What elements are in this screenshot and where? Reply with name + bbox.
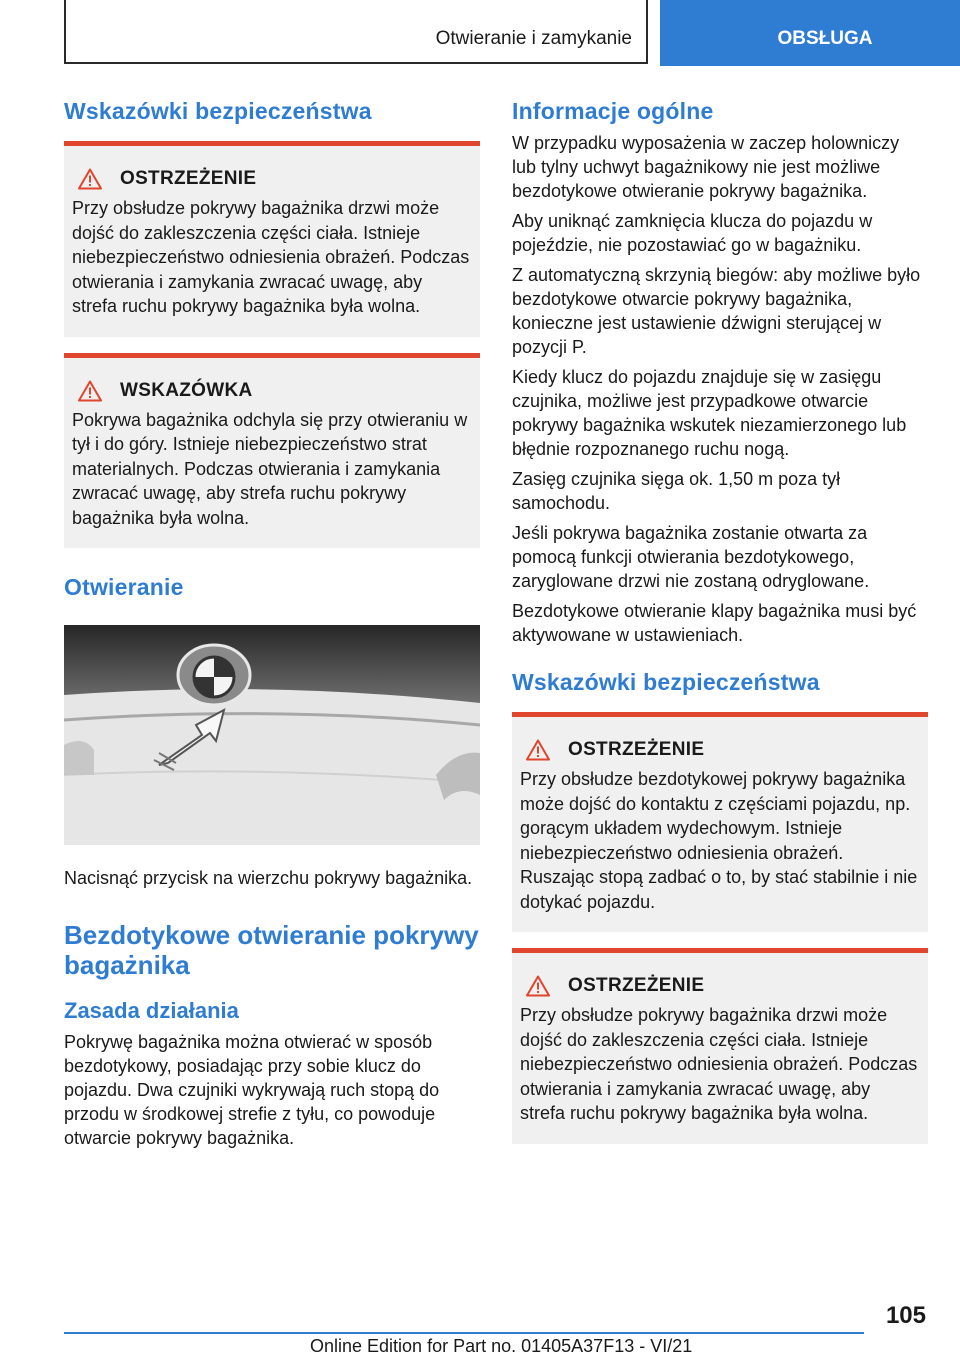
notice-box [64,353,480,549]
trunk-button-illustration [64,625,480,845]
page-header [0,0,960,66]
warning-triangle-icon [526,739,550,761]
right-column [512,98,928,1144]
notice-header [72,380,472,402]
notice-body: Pokrywa bagażnika odchyla się przy otwieraniu w tył i do góry. Istnieje niebezpieczeństwo strat materialnych. Podczas otwierania i zamykania zwracać uwagę, aby strefa ruchu pokrywy bagażnika była wolna. [72,409,468,528]
page-number: 105 [885,1302,926,1329]
footer-edition: Online Edition for Part no. 01405A37F13 - VI/21 [310,1336,693,1356]
warning-body: Przy obsłudze bezdotykowej pokrywy bagażnika może dojść do kontaktu z częściami pojazdu, np. gorącym układem wydechowym. Istnieje niebezpieczeństwo odniesienia obrażeń. Ruszając stopą zadbać o to, by stać stabilnie i nie dotykać pojazdu. [520,769,918,912]
warning-header [72,168,472,190]
warning-triangle-icon [526,975,550,997]
left-column [64,98,480,1156]
general-paragraph: Z automatyczną skrzynią biegów: aby możliwe było bezdotykowe otwarcie pokrywy bagażnika, konieczne jest ustawienie dźwigni sterującej w pozycji P. [512,265,921,357]
general-paragraph: Jeśli pokrywa bagażnika zostanie otwarta za pomocą funkcji otwierania bezdotykowego, zaryglowane drzwi nie zostaną odryglowane. [512,523,870,591]
footer-divider [64,1332,864,1334]
warning-title: OSTRZEŻENIE [568,739,705,760]
header-frame [64,0,648,64]
header-chapter-tab: OBSŁUGA [660,0,960,66]
warning-title: OSTRZEŻENIE [568,975,705,996]
warning-header [520,975,920,997]
general-paragraph: Zasięg czujnika sięga ok. 1,50 m poza tył samochodu. [512,469,841,513]
warning-triangle-icon [78,168,102,190]
notice-title: WSKAZÓWKA [120,379,253,401]
general-paragraph: Kiedy klucz do pojazdu znajduje się w zasięgu czujnika, możliwe jest przypadkowe otwarcie pokrywy bagażnika wskutek niezamierzonego lub błędnie rozpoznanego ruchu nogą. [512,367,907,459]
principle-heading: Zasada działania [64,998,239,1023]
warning-box [512,948,928,1144]
opening-caption: Nacisnąć przycisk na wierzchu pokrywy bagażnika. [64,868,473,888]
general-paragraph: Aby uniknąć zamknięcia klucza do pojazdu w pojeździe, nie pozostawiać go w bagażniku. [512,211,873,255]
warning-box [64,141,480,337]
warning-body: Przy obsłudze pokrywy bagażnika drzwi może dojść do zakleszczenia części ciała. Istnieje niebezpieczeństwo odniesienia obrażeń. Podczas otwierania i zamykania zwracać uwagę, aby strefa ruchu pokrywy bagażnika była wolna. [520,1005,918,1123]
opening-heading: Otwieranie [64,574,184,600]
warning-box [512,712,928,932]
warning-body: Przy obsłudze pokrywy bagażnika drzwi może dojść do zakleszczenia części ciała. Istnieje niebezpieczeństwo odniesienia obrażeń. Podczas otwierania i zamykania zwracać uwagę, aby strefa ruchu pokrywy bagażnika była wolna. [72,198,470,316]
general-heading: Informacje ogólne [512,98,714,124]
safety-heading-left: Wskazówki bezpieczeństwa [64,98,372,124]
header-section-title: Otwieranie i zamykanie [435,28,632,49]
warning-triangle-icon [78,380,102,402]
principle-body: Pokrywę bagażnika można otwierać w sposób bezdotykowy, posiadając przy sobie klucz do pojazdu. Dwa czujniki wykrywają ruch stopą do przodu w środkowej strefie z tyłu, co powoduje otwarcie pokrywy bagażnika. [64,1032,440,1148]
handsfree-heading: Bezdotykowe otwieranie pokrywy bagażnika [64,920,479,980]
general-paragraph: Bezdotykowe otwieranie klapy bagażnika musi być aktywowane w ustawieniach. [512,601,917,645]
safety-heading-right: Wskazówki bezpieczeństwa [512,669,820,695]
warning-title: OSTRZEŻENIE [120,168,257,189]
warning-header [520,739,920,761]
general-paragraph: W przypadku wyposażenia w zaczep holowniczy lub tylny uchwyt bagażnikowy nie jest możliwe bezdotykowe otwieranie pokrywy bagażnika. [512,133,900,201]
